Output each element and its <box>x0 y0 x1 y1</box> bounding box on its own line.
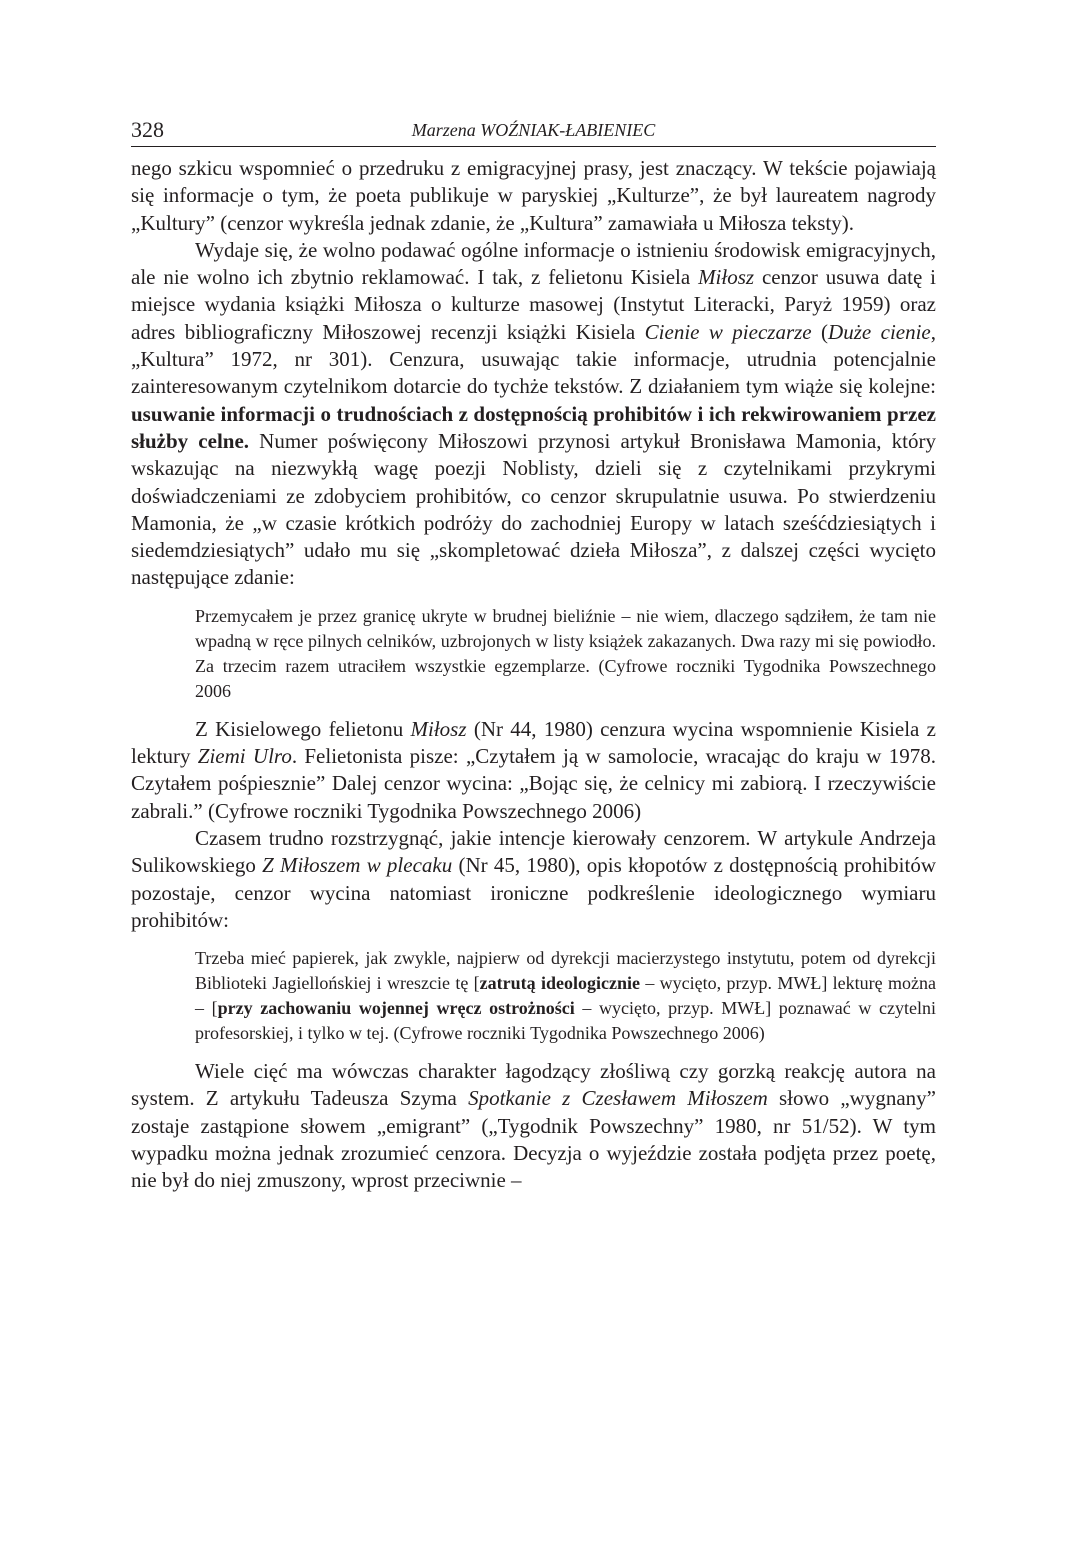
page-header <box>131 112 936 147</box>
block-quote-2 <box>195 946 936 1046</box>
title-italic: Ziemi Ulro <box>197 744 292 769</box>
text: Wiele cięć ma wówczas charakter łagodzący złośliwą czy gorzką reakcję autora na system. Z artykułu Tadeusza Szyma <box>131 1059 936 1111</box>
title-italic: Duże cienie <box>828 319 931 344</box>
text: Z Kisielowego felietonu <box>195 716 411 741</box>
text: słowo „wygnany” zostaje zastąpione słowem „emigrant” („Tygodnik Powszechny” 1980, nr 51/52). W tym wypadku można jednak zrozumieć cenzora. Decyzja o wyjeździe została podjęta przez poetę, nie był do niej zmuszony, wprost przeciwnie – <box>131 1086 936 1193</box>
paragraph-2 <box>131 237 936 592</box>
text: ( <box>811 319 829 344</box>
running-head: Marzena WOŹNIAK-ŁABIENIEC <box>411 120 656 140</box>
article-body <box>131 155 936 1195</box>
title-italic: Spotkanie z Czesławem Miłoszem <box>468 1086 768 1111</box>
text: Numer poświęcony Miłoszowi przynosi artykuł Bronisława Mamonia, który wskazując na niezwykłą wagę poezji Noblisty, dzieli się z czytelnikami przykrymi doświadczeniami ze zdobyciem prohibitów, co cenzor skrupulatnie usuwa. Po stwierdzeniu Mamonia, że „w czasie krótkich podróży do zachodniej Europy w latach sześćdziesiątych i siedemdziesiątych” udało mu się „skompletować dzieła Miłosza”, z dalszej części wycięto następujące zdanie: <box>131 428 936 590</box>
bold-emphasis: przy zachowaniu wojennej wręcz ostrożności <box>217 998 575 1019</box>
text: cenzor usuwa datę i miejsce wydania książki Miłosza o kulturze masowej (Instytut Literacki, Paryż 1959) oraz adres bibliograficzny Miłoszowej recenzji książki Kisiela <box>131 265 936 344</box>
paragraph-4 <box>131 825 936 934</box>
page <box>131 112 936 1195</box>
quote-text: Przemycałem je przez granicę ukryte w brudnej bieliźnie – nie wiem, dlaczego sądziłem, że tam nie wpadną w ręce pilnych celników, uzbrojonych w listy książek zakazanych. Dwa razy mi się powiodło. Za trzecim razem utraciłem wszystkie egzemplarze. (Cyfrowe roczniki Tygodnika Powszechnego 2006 <box>195 605 936 701</box>
text: (Nr 45, 1980), opis kłopotów z dostępnością prohibitów pozostaje, cenzor wycina natomiast ironiczne podkreślenie ideologicznego wymiaru prohibitów: <box>131 853 936 932</box>
block-quote-1 <box>195 604 936 704</box>
text: , „Kultura” 1972, nr 301). Cenzura, usuwając takie informacje, utrudnia potencjalnie zainteresowanym czytelnikom dotarcie do tychże tekstów. Z działaniem tym wiąże się kolejne: <box>131 319 937 399</box>
paragraph-5 <box>131 1058 936 1194</box>
quote-text: – wycięto, przyp. MWŁ] lekturę można – [ <box>195 973 936 1019</box>
paragraph-1 <box>131 155 936 237</box>
page-number: 328 <box>131 117 164 142</box>
paragraph-3 <box>131 716 936 825</box>
title-italic: Miłosz <box>698 265 755 290</box>
text: . Felietonista pisze: „Czytałem ją w samolocie, wracając do kraju w 1978. Czytałem pośpiesznie” Dalej cenzor wycina: „Bojąc się, że celnicy mi zabiorą. I rzeczywiście zabrali.” (Cyfrowe roczniki Tygodnika Powszechnego 2006) <box>131 744 937 823</box>
quote-text: – wycięto, przyp. MWŁ] poznawać w czytelni profesorskiej, i tylko w tej. (Cyfrowe roczniki Tygodnika Powszechnego 2006) <box>195 998 936 1044</box>
text: (Nr 44, 1980) cenzura wycina wspomnienie Kisiela z lektury <box>131 716 936 769</box>
text: nego szkicu wspomnieć o przedruku z emigracyjnej prasy, jest znaczący. W tekście pojawiają się informacje o tym, że poeta publikuje w paryskiej „Kulturze”, że był laureatem nagrody „Kultury” (cenzor wykreśla jednak zdanie, że „Kultura” zamawiała u Miłosza teksty). <box>131 156 936 235</box>
title-italic: Miłosz <box>410 716 467 741</box>
quote-text: Trzeba mieć papierek, jak zwykle, najpierw od dyrekcji macierzystego instytutu, potem od dyrekcji Biblioteki Jagiellońskiej i wreszcie tę [ <box>195 948 936 994</box>
bold-emphasis: zatrutą ideologicznie <box>479 973 640 994</box>
text: Wydaje się, że wolno podawać ogólne informacje o istnieniu środowisk emigracyjnych, ale nie wolno ich zbytnio reklamować. I tak, z felietonu Kisiela <box>131 237 936 290</box>
title-italic: Z Miłoszem w plecaku <box>262 853 453 878</box>
text: Czasem trudno rozstrzygnąć, jakie intencje kierowały cenzorem. W artykule Andrzeja Sulikowskiego <box>131 825 936 878</box>
bold-emphasis: usuwanie informacji o trudnościach z dostępnością prohibitów i ich rekwirowaniem przez służby celne. <box>131 401 936 453</box>
title-italic: Cienie w pieczarze <box>644 319 812 344</box>
